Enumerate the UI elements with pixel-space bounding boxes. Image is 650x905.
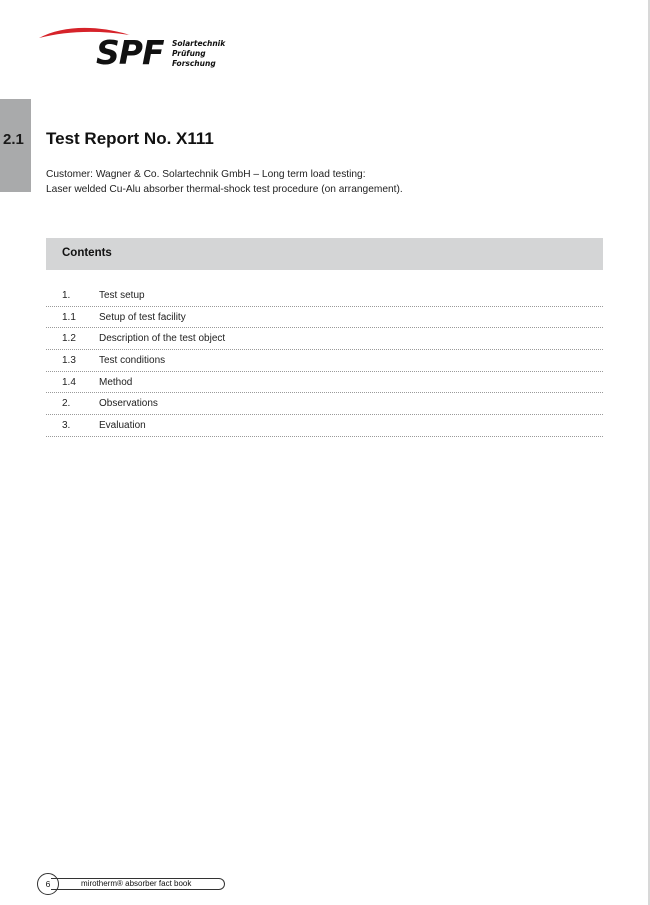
logo-subtitle: [172, 39, 225, 69]
subtitle-line: Customer: Wagner & Co. Solartechnik GmbH – Long term load testing:: [46, 169, 366, 180]
contents-heading: Contents: [62, 247, 112, 259]
toc-item[interactable]: [46, 285, 603, 307]
report-subtitle: [46, 167, 403, 197]
toc-label: Observations: [99, 398, 158, 410]
footer-book-title: mirotherm® absorber fact book: [81, 879, 192, 888]
toc-label: Evaluation: [99, 420, 146, 432]
toc-item[interactable]: [46, 393, 603, 415]
contents-header: [46, 238, 603, 270]
toc-number: 1.: [62, 290, 71, 301]
toc-number: 1.1: [62, 311, 76, 323]
logo-line: Prüfung: [172, 49, 206, 58]
toc-item[interactable]: [46, 415, 603, 437]
toc-label: Test conditions: [99, 355, 166, 367]
page-title: Test Report No. X111: [46, 129, 214, 148]
toc-label: Method: [99, 376, 133, 388]
toc-number: 1.3: [62, 355, 76, 367]
toc-number: 1.2: [62, 333, 76, 345]
toc-item[interactable]: [46, 328, 603, 350]
page-footer: [37, 873, 229, 895]
toc-item[interactable]: [46, 350, 603, 372]
logo-line: Solartechnik: [172, 39, 226, 48]
logo-wordmark: SPF: [96, 33, 164, 72]
page-number: 6: [37, 873, 59, 895]
toc-item[interactable]: [46, 372, 603, 394]
toc-number: 3.: [62, 420, 71, 432]
subtitle-line: Laser welded Cu-Alu absorber thermal-shock test procedure (on arrangement).: [46, 184, 403, 195]
toc-number: 1.4: [62, 376, 76, 388]
spf-logo: [38, 26, 238, 76]
toc-number: 2.: [62, 398, 71, 410]
toc-label: Test setup: [99, 290, 145, 301]
toc-label: Description of the test object: [99, 333, 226, 345]
section-number: 2.1: [3, 131, 24, 148]
logo-line: Forschung: [172, 59, 216, 68]
toc-label: Setup of test facility: [99, 311, 186, 323]
toc-item[interactable]: [46, 307, 603, 329]
table-of-contents: [46, 285, 603, 437]
